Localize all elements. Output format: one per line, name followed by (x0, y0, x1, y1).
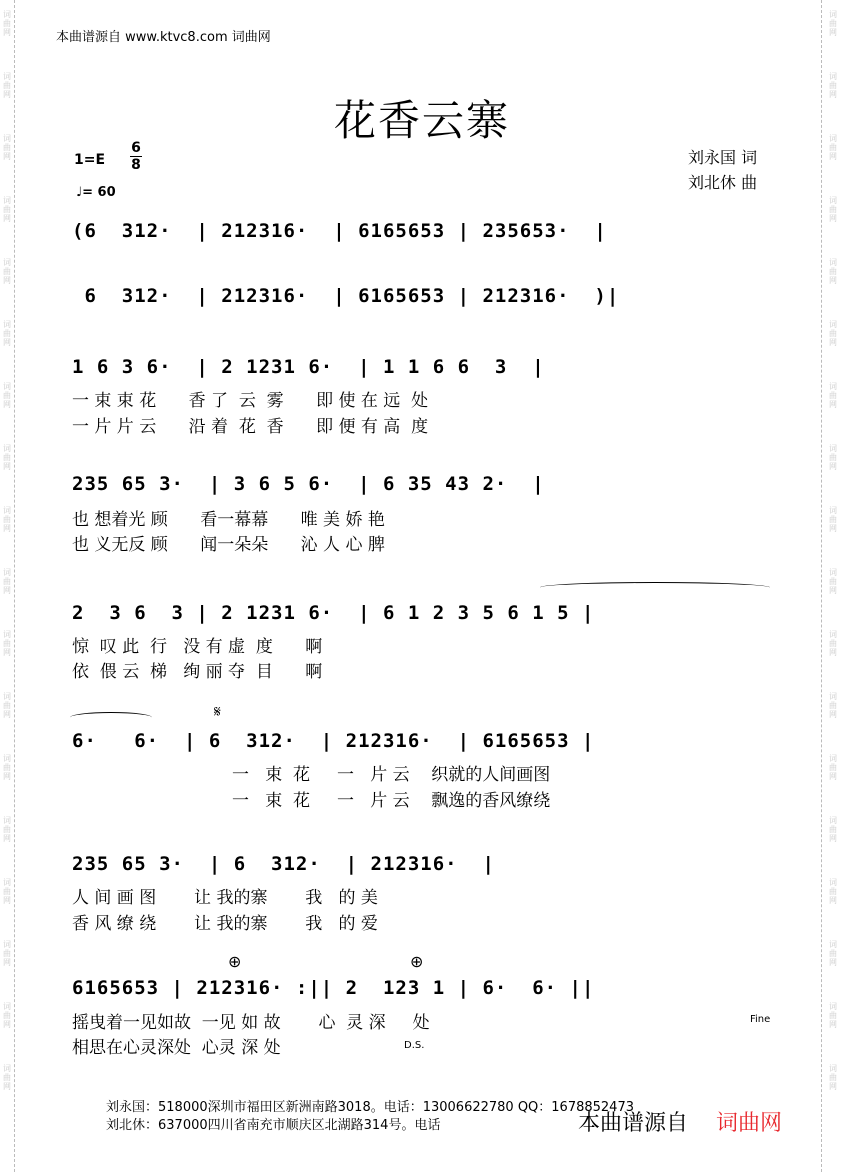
lyric-line-5b: 依 偎 云 梯 绚 丽 夺 目 啊 (72, 662, 323, 682)
watermark-text: 词 曲 网 (829, 692, 837, 719)
footer-contact-2: 刘北休：637000四川省南充市顺庆区北湖路314号。电话 (106, 1118, 441, 1133)
watermark-text: 词 曲 网 (829, 940, 837, 967)
watermark-text: 词 曲 网 (829, 1002, 837, 1029)
long-slur (540, 582, 770, 593)
key-signature: 1=E (74, 152, 106, 168)
notation-line-8: 6165653 | 212316· :|| 2 123 1 | 6· 6· || (72, 977, 595, 999)
tempo-value: = 60 (82, 185, 116, 200)
notation-line-5: 2 3 6 3 | 2 1231 6· | 6 1 2 3 5 6 1 5 | (72, 602, 595, 624)
fine-mark: Fine (750, 1014, 771, 1025)
watermark-text: 词 曲 网 (3, 568, 11, 595)
notation-line-3: 1 6 3 6· | 2 1231 6· | 1 1 6 6 3 | (72, 356, 545, 378)
watermark-text: 词 曲 网 (3, 692, 11, 719)
watermark-text: 词 曲 网 (3, 134, 11, 161)
watermark-text: 词 曲 网 (3, 754, 11, 781)
watermark-text: 词 曲 网 (829, 506, 837, 533)
footer-brand-logo: 词曲网 (716, 1111, 783, 1136)
watermark-text: 词 曲 网 (829, 878, 837, 905)
footer-brand-text: 本曲谱源自 (578, 1111, 689, 1136)
watermark-text: 词 曲 网 (3, 940, 11, 967)
notation-line-6: 6· 6· | 6 312· | 212316· | 6165653 | (72, 730, 595, 752)
time-signature (130, 141, 142, 172)
watermark-text: 词 曲 网 (829, 754, 837, 781)
coda-icon-2: ⊕ (410, 952, 424, 971)
watermark-text: 词 曲 网 (829, 630, 837, 657)
watermark-text: 词 曲 网 (3, 1002, 11, 1029)
watermark-text: 词 曲 网 (3, 630, 11, 657)
watermark-text: 词 曲 网 (829, 72, 837, 99)
watermark-text: 词 曲 网 (3, 382, 11, 409)
notation-line-7: 235 65 3· | 6 312· | 212316· | (72, 853, 495, 875)
coda-icon: ⊕ (228, 952, 242, 971)
watermark-text: 词 曲 网 (3, 878, 11, 905)
notation-line-2: 6 312· | 212316· | 6165653 | 212316· )| (72, 285, 620, 307)
lyric-line-3b: 一 片 片 云 沿 着 花 香 即 便 有 高 度 (72, 417, 429, 437)
watermark-text: 词 曲 网 (829, 444, 837, 471)
watermark-text: 词 曲 网 (829, 196, 837, 223)
watermark-text: 词 曲 网 (3, 320, 11, 347)
watermark-text: 词 曲 网 (829, 568, 837, 595)
lyricist-credit: 刘永国 词 (688, 148, 758, 167)
watermark-text: 词 曲 网 (3, 506, 11, 533)
watermark-text: 词 曲 网 (829, 382, 837, 409)
source-note: 本曲谱源自 www.ktvc8.com 词曲网 (56, 30, 271, 45)
left-watermark-strip (0, 0, 15, 1172)
time-top: 6 (131, 140, 141, 156)
watermark-text: 词 曲 网 (829, 258, 837, 285)
lyric-line-7a: 人 间 画 图 让 我的寨 我 的 美 (72, 888, 378, 908)
watermark-text: 词 曲 网 (3, 196, 11, 223)
watermark-text: 词 曲 网 (3, 1064, 11, 1091)
time-bottom: 8 (131, 157, 141, 173)
ds-mark: D.S. (404, 1040, 425, 1051)
watermark-text: 词 曲 网 (3, 816, 11, 843)
song-title: 花香云寨 (333, 96, 510, 145)
lyric-line-4b: 也 义无反 顾 闻一朵朵 沁 人 心 脾 (72, 535, 385, 555)
lyric-line-5a: 惊 叹 此 行 没 有 虚 度 啊 (72, 637, 323, 657)
watermark-text: 词 曲 网 (3, 10, 11, 37)
watermark-text: 词 曲 网 (3, 72, 11, 99)
watermark-text: 词 曲 网 (3, 444, 11, 471)
tie-slur (70, 712, 152, 723)
composer-credit: 刘北休 曲 (688, 173, 758, 192)
watermark-text: 词 曲 网 (3, 258, 11, 285)
quarter-note-icon: ♩ (76, 185, 83, 200)
notation-line-4: 235 65 3· | 3 6 5 6· | 6 35 43 2· | (72, 473, 545, 495)
right-watermark-strip (821, 0, 844, 1172)
watermark-text: 词 曲 网 (829, 320, 837, 347)
lyric-line-8b: 相思在心灵深处 心灵 深 处 (72, 1038, 281, 1058)
lyric-line-8a: 摇曳着一见如故 一见 如 故 心 灵 深 处 (72, 1013, 430, 1033)
watermark-text: 词 曲 网 (829, 10, 837, 37)
lyric-line-4a: 也 想着光 顾 看一幕幕 唯 美 娇 艳 (72, 510, 385, 530)
lyric-line-3a: 一 束 束 花 香 了 云 雾 即 使 在 远 处 (72, 391, 429, 411)
watermark-text: 词 曲 网 (829, 134, 837, 161)
watermark-text: 词 曲 网 (829, 1064, 837, 1091)
lyric-line-6b: 一 束 花 一 片 云 飘逸的香风缭绕 (232, 791, 551, 811)
segno-icon: 𝄋 (214, 702, 221, 721)
watermark-text: 词 曲 网 (829, 816, 837, 843)
footer-contact-1: 刘永国：518000深圳市福田区新洲南路3018。电话：13006622780 QQ：1678852473 (106, 1100, 634, 1115)
notation-line-1: (6 312· | 212316· | 6165653 | 235653· | (72, 220, 607, 242)
lyric-line-7b: 香 风 缭 绕 让 我的寨 我 的 爱 (72, 914, 378, 934)
tempo-marking (76, 185, 116, 200)
lyric-line-6a: 一 束 花 一 片 云 织就的人间画图 (232, 765, 551, 785)
